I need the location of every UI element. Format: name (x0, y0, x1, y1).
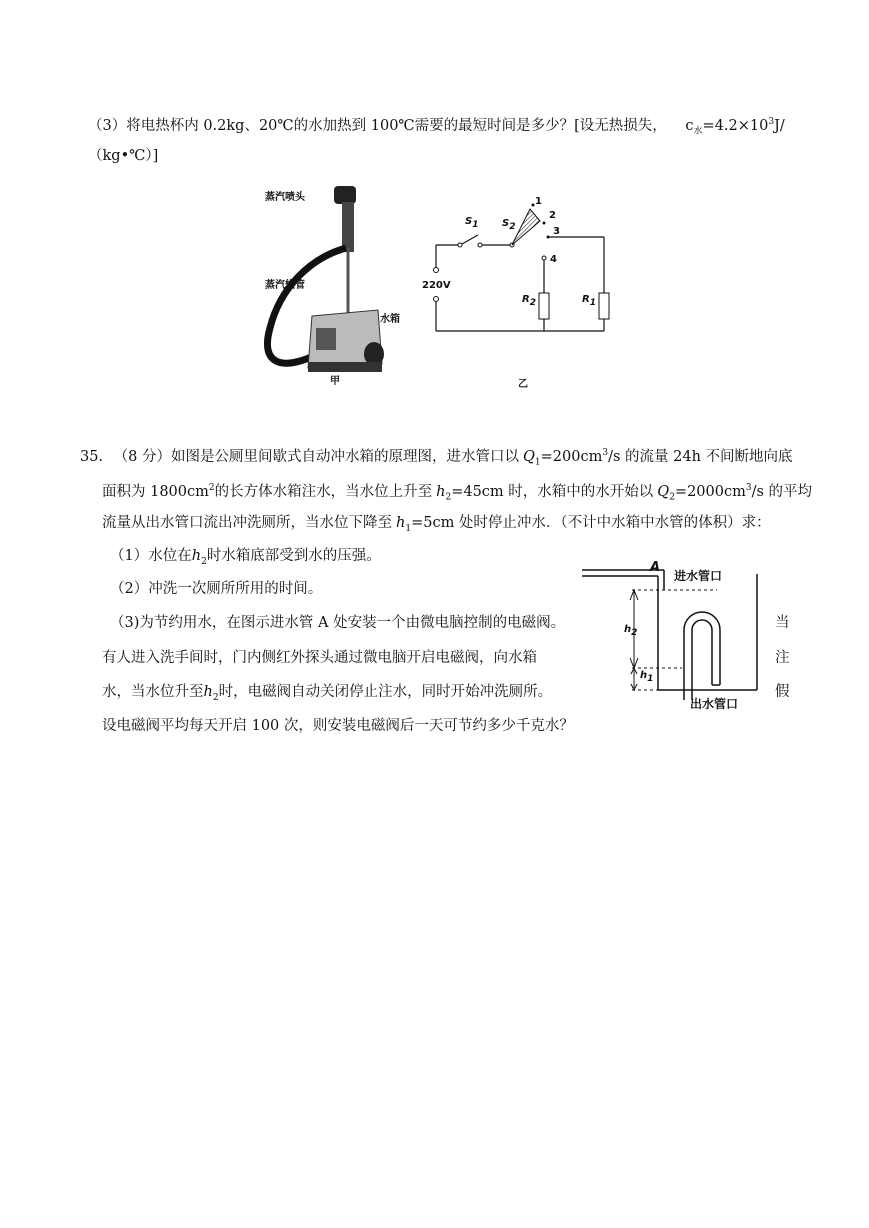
q35-line1: 35. （8 分）如图是公厕里间歇式自动冲水箱的原理图，进水管口以 $Q_1=200cm^3/s$ 的流量 24h 不间断地向底 (80, 448, 793, 468)
label-t4: 4 (550, 254, 557, 265)
q35-part3-c: 水，当水位升至$h_2$时，电磁阀自动关闭停止注水，同时开始冲洗厕所。 (102, 684, 553, 703)
q3-sup: 3 (768, 117, 775, 127)
tank-panel (316, 328, 336, 350)
label-inlet: 进水管口 (674, 569, 723, 583)
label-r2: $R_2$ (522, 294, 536, 308)
q35-part1: （1）水位在$h_2$时水箱底部受到水的压强。 (110, 548, 381, 567)
label-A: A (650, 560, 661, 575)
terminal-2 (543, 222, 546, 225)
q35-part3-d: 设电磁阀平均每天开启 100 次，则安装电磁阀后一天可节约多少千克水？ (102, 718, 574, 734)
q35-number: 35. (80, 448, 104, 465)
q35-part3-b: 有人进入洗手间时，门内侧红外探头通过微电脑开启电磁阀，向水箱 (102, 650, 537, 666)
steam-nozzle-handle (342, 202, 354, 252)
label-s2: $S_2$ (502, 218, 516, 232)
s1-blade (462, 235, 478, 244)
label-t3: 3 (553, 226, 560, 237)
q35-line3: 流量从出水管口流出冲洗厕所，当水位下降至 $h_1=5cm$ 处时停止冲水．（不计中水箱中水管的体积）求： (102, 515, 771, 534)
label-voltage: 220V (422, 280, 451, 291)
q3-c-sub: 水 (693, 126, 703, 137)
source-terminal-top (434, 268, 439, 273)
label-r1: $R_1$ (582, 294, 596, 308)
q3-c: c (685, 117, 694, 134)
q3-line1 (88, 112, 785, 142)
siphon-outer (684, 612, 720, 690)
label-outlet: 出水管口 (690, 697, 739, 711)
terminal-4 (542, 256, 546, 260)
q35-part2: （2）冲洗一次厕所所用的时间。 (110, 581, 323, 597)
q35-part3-end1: 当 (775, 615, 790, 631)
resistor-r2 (539, 293, 549, 319)
resistor-r1 (599, 293, 609, 319)
source-terminal-bottom (434, 297, 439, 302)
q35-score: （8 分） (113, 448, 172, 465)
q35-part3-end3: 假 (775, 684, 790, 700)
q35-part3-end2: 注 (775, 650, 790, 666)
q3-line2: （kg•℃）] (88, 148, 159, 164)
label-h2: $h_2$ (624, 624, 638, 638)
q35-line2: 面积为 $1800cm^2$的长方体水箱注水，当水位上升至 $h_2=45cm$ 时，水箱中的水开始以 $Q_2=2000cm^3/s$ 的平均 (102, 483, 813, 503)
label-s1: $S_1$ (465, 216, 479, 230)
s2-rotary (512, 209, 540, 245)
q3-text-d: J/ (774, 117, 785, 134)
label-t2: 2 (549, 210, 556, 221)
tank-base (308, 362, 382, 372)
caption-yi: 乙 (518, 379, 528, 390)
label-t1: 1 (535, 196, 542, 207)
label-h1: $h_1$ (640, 670, 654, 684)
caption-jia: 甲 (330, 376, 340, 387)
label-tank: 水箱 (380, 314, 400, 325)
q3-text-a: （3）将电热杯内 0.2kg、20℃的水加热到 100℃需要的最短时间是多少？[设无热损失， (88, 117, 667, 134)
q35-part3-a: （3)为节约用水，在图示进水管 A 处安装一个由微电脑控制的电磁阀。 (110, 615, 566, 631)
circuit-diagram (420, 195, 620, 345)
s1-contact-a (458, 243, 462, 247)
label-nozzle: 蒸汽喷头 (265, 192, 305, 203)
label-hose: 蒸汽软管 (265, 280, 305, 291)
siphon-inner (692, 620, 712, 690)
s1-contact-b (478, 243, 482, 247)
q3-text-b: =4.2×10 (702, 117, 769, 134)
steam-nozzle-head (334, 186, 356, 204)
